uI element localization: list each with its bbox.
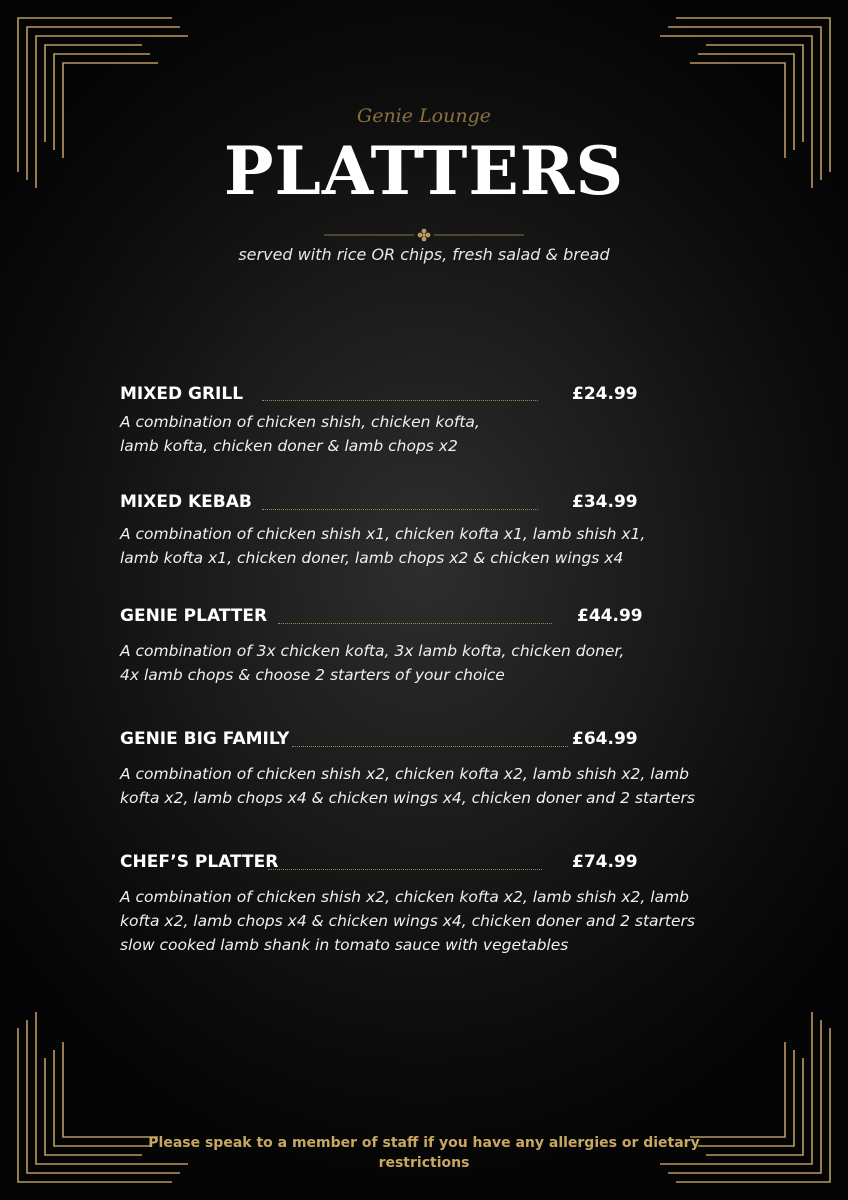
description-line: kofta x2, lamb chops x4 & chicken wings x4, chicken doner and 2 starters: [120, 912, 695, 930]
description-line: lamb kofta x1, chicken doner, lamb chops x2 & chicken wings x4: [120, 549, 624, 567]
description-line: A combination of chicken shish x2, chicken kofta x2, lamb shish x2, lamb: [120, 888, 690, 906]
menu-item-price: £44.99: [577, 606, 643, 626]
menu-item-name: MIXED GRILL: [120, 384, 244, 404]
menu-item-description: [120, 885, 780, 957]
menu-item-price: £74.99: [572, 852, 638, 872]
menu-item-description: [120, 762, 780, 810]
description-line: A combination of 3x chicken kofta, 3x lamb kofta, chicken doner,: [120, 642, 625, 660]
menu-item-price: £64.99: [572, 729, 638, 749]
description-line: kofta x2, lamb chops x4 & chicken wings x4, chicken doner and 2 starters: [120, 789, 695, 807]
menu-item-description: [120, 410, 760, 458]
description-line: slow cooked lamb shank in tomato sauce with vegetables: [120, 936, 569, 954]
fleur-divider-icon: [324, 228, 524, 242]
allergy-notice: Please speak to a member of staff if you have any allergies or dietary restrictions: [148, 1135, 700, 1171]
description-line: A combination of chicken shish x1, chicken kofta x1, lamb shish x1,: [120, 525, 646, 543]
dotted-leader: [262, 509, 538, 510]
menu-item-name: GENIE BIG FAMILY: [120, 729, 290, 749]
menu-item-name: GENIE PLATTER: [120, 606, 268, 626]
description-line: lamb kofta, chicken doner & lamb chops x2: [120, 437, 458, 455]
menu-item-name: MIXED KEBAB: [120, 492, 252, 512]
menu-item-price: £34.99: [572, 492, 638, 512]
description-line: 4x lamb chops & choose 2 starters of your choice: [120, 666, 505, 684]
dotted-leader: [278, 623, 552, 624]
description-line: A combination of chicken shish x2, chicken kofta x2, lamb shish x2, lamb: [120, 765, 690, 783]
menu-item-price: £24.99: [572, 384, 638, 404]
dotted-leader: [292, 746, 568, 747]
description-line: A combination of chicken shish, chicken kofta,: [120, 413, 480, 431]
menu-item-name: CHEF’S PLATTER: [120, 852, 279, 872]
page-title: PLATTERS: [223, 132, 625, 210]
menu-item-description: [120, 639, 760, 687]
brand-name: Genie Lounge: [357, 105, 491, 127]
dotted-leader: [268, 869, 542, 870]
page-subtitle: served with rice OR chips, fresh salad & bread: [238, 245, 610, 264]
dotted-leader: [262, 400, 538, 401]
menu-item-description: [120, 522, 760, 570]
